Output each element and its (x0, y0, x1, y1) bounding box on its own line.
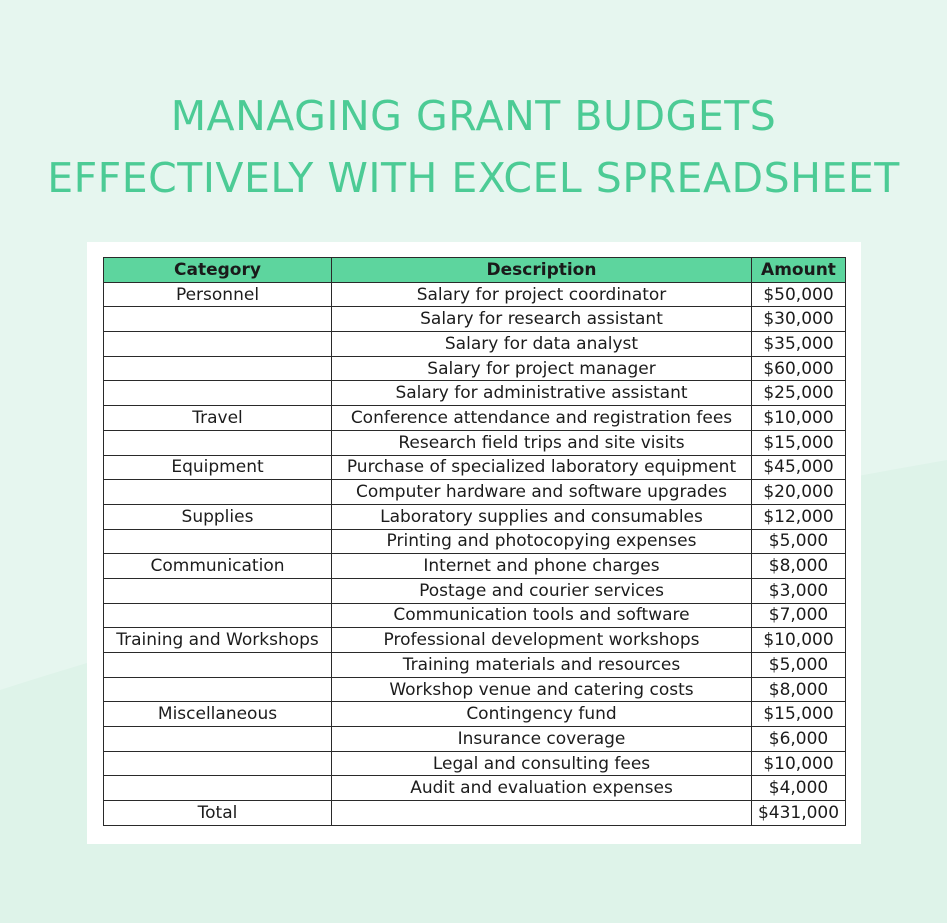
amount-cell: $50,000 (752, 282, 846, 307)
amount-cell: $20,000 (752, 480, 846, 505)
spreadsheet-card (87, 242, 861, 844)
category-cell (104, 653, 332, 678)
amount-cell: $3,000 (752, 578, 846, 603)
page-title-line-1: MANAGING GRANT BUDGETS (170, 92, 777, 140)
description-cell: Legal and consulting fees (332, 751, 752, 776)
amount-cell: $10,000 (752, 751, 846, 776)
description-cell: Research field trips and site visits (332, 430, 752, 455)
description-cell: Postage and courier services (332, 578, 752, 603)
header-category: Category (104, 258, 332, 283)
category-cell: Equipment (104, 455, 332, 480)
description-cell: Internet and phone charges (332, 554, 752, 579)
table-row (104, 702, 846, 727)
category-cell (104, 751, 332, 776)
amount-cell: $25,000 (752, 381, 846, 406)
table-row (104, 751, 846, 776)
amount-cell: $35,000 (752, 332, 846, 357)
description-cell: Computer hardware and software upgrades (332, 480, 752, 505)
table-row (104, 381, 846, 406)
category-cell (104, 356, 332, 381)
description-cell: Contingency fund (332, 702, 752, 727)
table-row (104, 504, 846, 529)
total-description-cell (332, 801, 752, 826)
amount-cell: $4,000 (752, 776, 846, 801)
category-cell (104, 332, 332, 357)
table-row (104, 603, 846, 628)
table-row (104, 406, 846, 431)
total-amount-cell: $431,000 (752, 801, 846, 826)
table-row (104, 727, 846, 752)
table-row (104, 578, 846, 603)
description-cell: Training materials and resources (332, 653, 752, 678)
description-cell: Salary for project coordinator (332, 282, 752, 307)
amount-cell: $5,000 (752, 653, 846, 678)
amount-cell: $8,000 (752, 677, 846, 702)
description-cell: Laboratory supplies and consumables (332, 504, 752, 529)
table-row (104, 776, 846, 801)
budget-table (103, 257, 846, 826)
category-cell (104, 529, 332, 554)
description-cell: Salary for project manager (332, 356, 752, 381)
header-row (104, 258, 846, 283)
category-cell (104, 307, 332, 332)
category-cell (104, 430, 332, 455)
amount-cell: $30,000 (752, 307, 846, 332)
description-cell: Printing and photocopying expenses (332, 529, 752, 554)
table-row (104, 529, 846, 554)
amount-cell: $45,000 (752, 455, 846, 480)
category-cell: Miscellaneous (104, 702, 332, 727)
amount-cell: $10,000 (752, 628, 846, 653)
description-cell: Professional development workshops (332, 628, 752, 653)
description-cell: Audit and evaluation expenses (332, 776, 752, 801)
category-cell: Training and Workshops (104, 628, 332, 653)
description-cell: Salary for research assistant (332, 307, 752, 332)
amount-cell: $5,000 (752, 529, 846, 554)
header-amount: Amount (752, 258, 846, 283)
amount-cell: $60,000 (752, 356, 846, 381)
table-row (104, 430, 846, 455)
description-cell: Purchase of specialized laboratory equipment (332, 455, 752, 480)
table-row (104, 480, 846, 505)
amount-cell: $7,000 (752, 603, 846, 628)
description-cell: Communication tools and software (332, 603, 752, 628)
amount-cell: $10,000 (752, 406, 846, 431)
category-cell (104, 603, 332, 628)
category-cell (104, 480, 332, 505)
table-row (104, 628, 846, 653)
table-row (104, 677, 846, 702)
category-cell: Personnel (104, 282, 332, 307)
category-cell (104, 727, 332, 752)
table-row (104, 282, 846, 307)
description-cell: Workshop venue and catering costs (332, 677, 752, 702)
category-cell: Communication (104, 554, 332, 579)
table-row (104, 455, 846, 480)
table-row (104, 554, 846, 579)
category-cell: Supplies (104, 504, 332, 529)
table-row (104, 356, 846, 381)
category-cell (104, 677, 332, 702)
page-title-line-2: EFFECTIVELY WITH EXCEL SPREADSHEET (47, 154, 900, 202)
amount-cell: $6,000 (752, 727, 846, 752)
table-row (104, 307, 846, 332)
category-cell (104, 776, 332, 801)
header-description: Description (332, 258, 752, 283)
description-cell: Salary for data analyst (332, 332, 752, 357)
total-label-cell: Total (104, 801, 332, 826)
amount-cell: $8,000 (752, 554, 846, 579)
category-cell (104, 578, 332, 603)
total-row (104, 801, 846, 826)
amount-cell: $12,000 (752, 504, 846, 529)
amount-cell: $15,000 (752, 430, 846, 455)
category-cell (104, 381, 332, 406)
table-row (104, 332, 846, 357)
table-row (104, 653, 846, 678)
description-cell: Conference attendance and registration fees (332, 406, 752, 431)
category-cell: Travel (104, 406, 332, 431)
description-cell: Salary for administrative assistant (332, 381, 752, 406)
description-cell: Insurance coverage (332, 727, 752, 752)
amount-cell: $15,000 (752, 702, 846, 727)
